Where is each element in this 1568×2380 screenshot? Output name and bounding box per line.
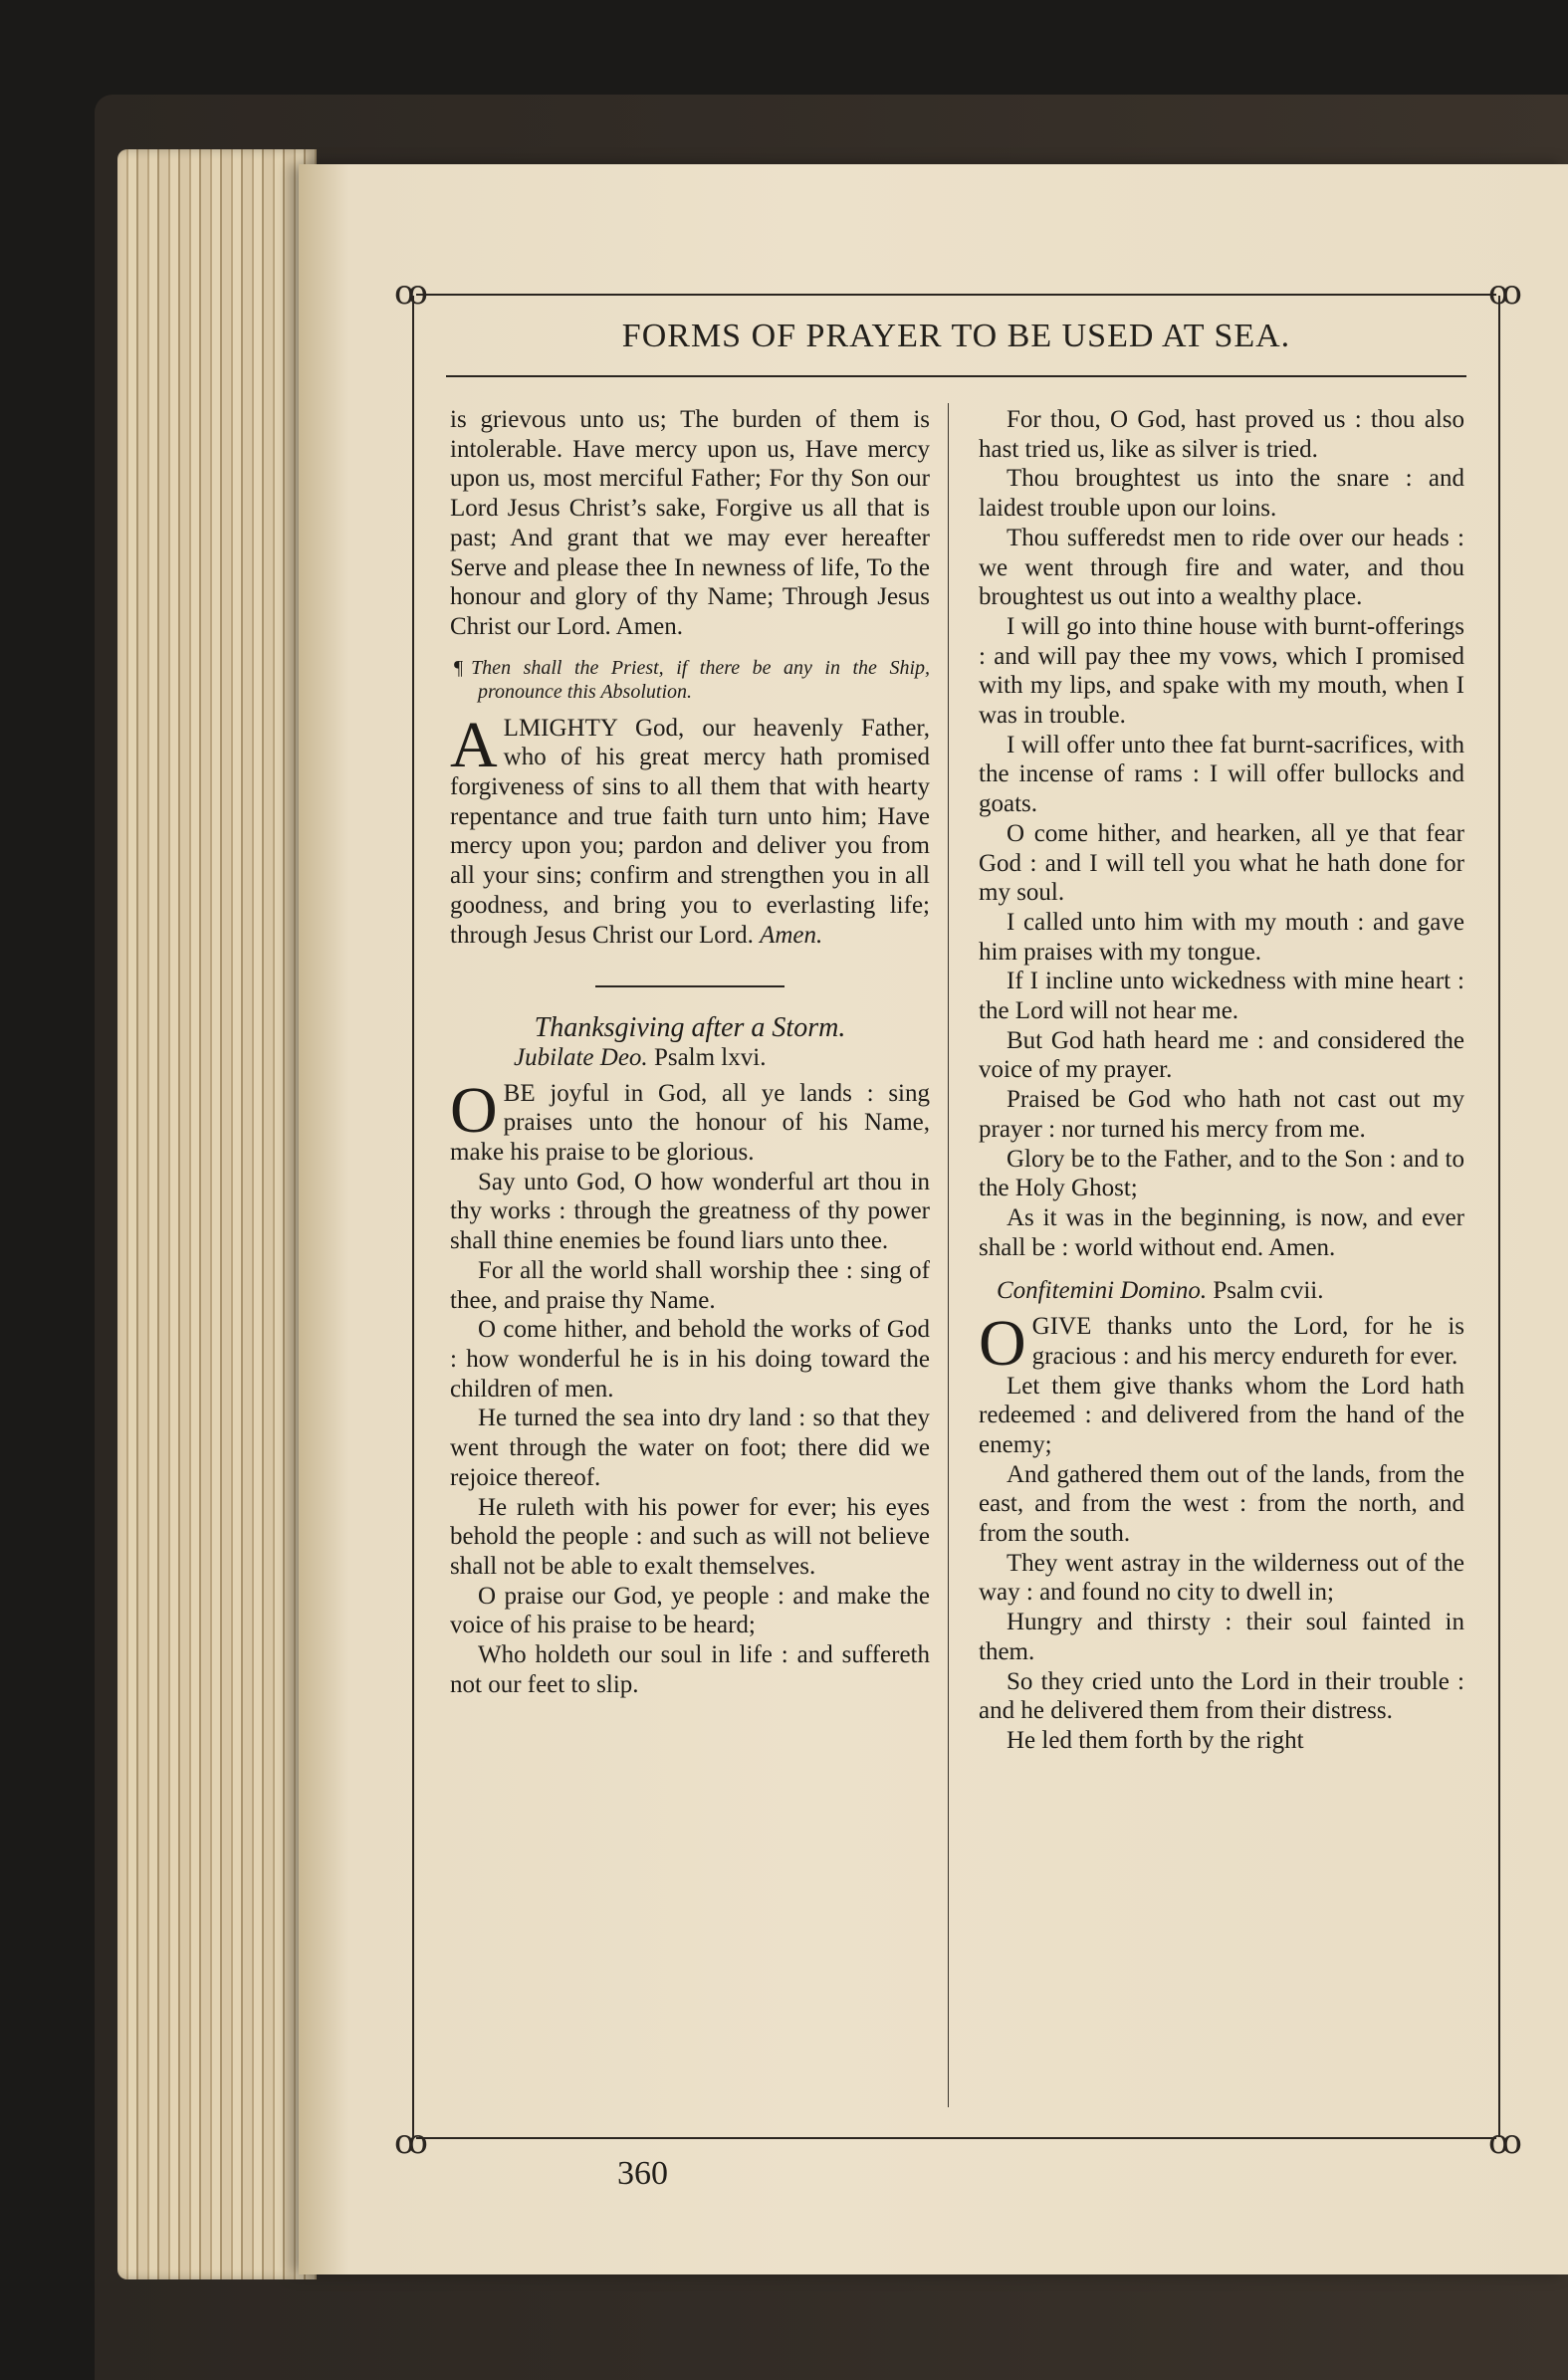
frame-right-rule <box>1498 296 1500 2137</box>
psalm-verse: Hungry and thirsty : their soul fainted in them. <box>979 1609 1464 1665</box>
psalm-verse: He turned the sea into dry land : so that they went through the water on foot; there did we rejoice thereof. <box>450 1405 930 1491</box>
psalm-name: Confitemini Domino. <box>997 1277 1208 1305</box>
psalm-verse: If I incline unto wickedness with mine heart : the Lord will not hear me. <box>979 968 1464 1025</box>
psalm-verse: I called unto him with my mouth : and gave him praises with my tongue. <box>979 908 1464 966</box>
rubric-text: Then shall the Priest, if there be any in the Ship, pronounce this Absolution. <box>471 656 930 703</box>
psalm-verse: Who holdeth our soul in life : and suffereth not our feet to slip. <box>450 1641 930 1698</box>
corner-ornament-icon: ꝏ <box>1488 273 1522 313</box>
running-head: FORMS OF PRAYER TO BE USED AT SEA. <box>621 318 1291 354</box>
corner-ornament-icon: ꝏ <box>1488 2122 1522 2162</box>
psalm-verse: But God hath heard me : and considered the voice of my prayer. <box>979 1026 1464 1084</box>
psalm-verse: For thou, O God, hast proved us : thou also hast tried us, like as silver is tried. <box>979 406 1464 463</box>
psalm-verse: He led them forth by the right <box>1007 1726 1304 1754</box>
psalm-heading <box>979 1276 1464 1306</box>
column-divider <box>948 403 949 2107</box>
psalm-verse: O come hither, and behold the works of God : how wonderful he is in his doing toward the children of men. <box>450 1316 930 1403</box>
psalm-name: Jubilate Deo. <box>514 1043 648 1071</box>
psalm-verse: So they cried unto the Lord in their trouble : and he delivered them from their distress. <box>979 1667 1464 1725</box>
pilcrow-icon: ¶ <box>454 656 464 679</box>
psalm-verse: Glory be to the Father, and to the Son : and to the Holy Ghost; <box>979 1145 1464 1202</box>
section-title: Thanksgiving after a Storm. <box>534 1012 846 1044</box>
psalm-number: Psalm cvii. <box>1213 1277 1324 1305</box>
rubric <box>450 656 930 704</box>
drop-cap: O <box>450 1073 498 1147</box>
left-column <box>450 405 930 1699</box>
psalm-verse: Thou sufferedst men to ride over our heads : we went through fire and water, and thou broughtest us out into a wealthy place. <box>979 524 1464 611</box>
verse-text: GIVE thanks unto the Lord, for he is gracious : and his mercy endureth for ever. <box>1031 1313 1464 1370</box>
psalm-verse: He ruleth with his power for ever; his eyes behold the people : and such as will not believe shall not be able to exalt themselves. <box>450 1493 930 1580</box>
page-number: 360 <box>617 2155 668 2192</box>
psalm-verse: O praise our God, ye people : and make the voice of his praise to be heard; <box>450 1582 930 1639</box>
book-page <box>299 164 1568 2274</box>
psalm-verse: They went astray in the wilderness out of the way : and found no city to dwell in; <box>979 1549 1464 1607</box>
prayer-paragraph: is grievous unto us; The burden of them is intolerable. Have mercy upon us, Have mercy upon us, most merciful Father; For thy Son our Lord Jesus Christ’s sake, Forgive us all that is past; And grant that we may ever hereafter Serve and please thee In newness of life, To the honour and glory of thy Name; Through Jesus Christ our Lord. Amen. <box>450 406 930 640</box>
psalm-verse: For all the world shall worship thee : sing of thee, and praise thy Name. <box>450 1256 930 1314</box>
absolution-text: LMIGHTY God, our heavenly Father, who of his great mercy hath promised forgiveness of sins to all them that with hearty repentance and true faith turn unto him; Have mercy upon you; pardon and deliver you from all your sins; confirm and strengthen you in all goodness, and bring you to everlasting life; through Jesus Christ our Lord. <box>450 714 930 949</box>
ornamental-frame <box>394 273 1522 2162</box>
psalm-verse: Let them give thanks whom the Lord hath redeemed : and delivered from the hand of the enemy; <box>979 1372 1464 1458</box>
verse-text: BE joyful in God, all ye lands : sing praises unto the honour of his Name, make his praise to be glorious. <box>450 1079 930 1167</box>
corner-ornament-icon: ꝏ <box>394 273 428 313</box>
psalm-verse: I will offer unto thee fat burnt-sacrifices, with the incense of rams : I will offer bullocks and goats. <box>979 731 1464 818</box>
psalm-verse: Praised be God who hath not cast out my prayer : nor turned his mercy from me. <box>979 1086 1464 1143</box>
psalm-verse: As it was in the beginning, is now, and ever shall be : world without end. Amen. <box>979 1203 1464 1261</box>
drop-cap: A <box>450 708 498 781</box>
psalm-verse: O come hither, and hearken, all ye that fear God : and I will tell you what he hath done for my soul. <box>979 819 1464 907</box>
psalm-verse: And gathered them out of the lands, from the east, and from the west : from the north, and from the south. <box>979 1460 1464 1548</box>
corner-ornament-icon: ꝏ <box>394 2122 428 2162</box>
psalm-verse: Thou broughtest us into the snare : and laidest trouble upon our loins. <box>979 465 1464 523</box>
psalm-verse: Say unto God, O how wonderful art thou in thy works : through the greatness of thy power shall thine enemies be found liars unto thee. <box>450 1168 930 1255</box>
absolution-paragraph <box>450 708 930 951</box>
psalm-verse: I will go into thine house with burnt-offerings : and will pay thee my vows, which I promised with my lips, and spake with my mouth, when I was in trouble. <box>979 612 1464 730</box>
page-edges <box>117 149 317 2279</box>
psalm-verse <box>979 1307 1464 1381</box>
section-divider <box>595 985 784 987</box>
frame-left-rule <box>412 296 414 2137</box>
heading-rule <box>446 375 1466 377</box>
amen-text: Amen. <box>760 921 823 949</box>
drop-cap: O <box>979 1307 1026 1381</box>
psalm-verse <box>450 1073 930 1168</box>
right-column <box>979 405 1464 1756</box>
psalm-number: Psalm lxvi. <box>653 1043 767 1071</box>
psalm-heading <box>450 1043 930 1073</box>
